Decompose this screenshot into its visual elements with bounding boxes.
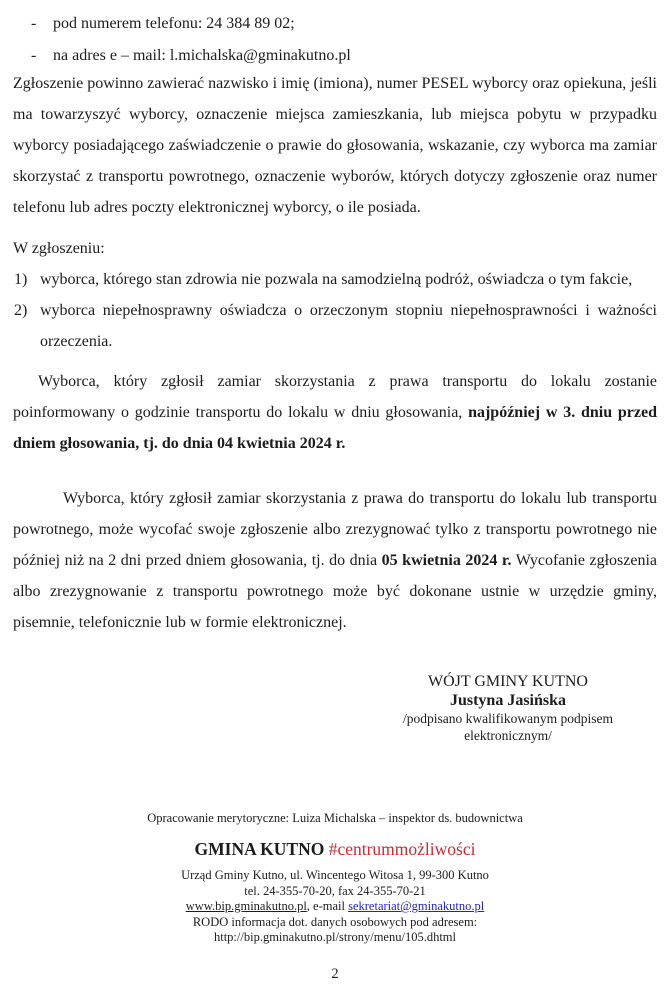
list-number: 1) [14, 271, 28, 288]
footer-hashtag: #centrummożliwości [328, 839, 476, 859]
contact-phone-item [13, 8, 657, 40]
contact-method-list [13, 8, 657, 72]
list-item-2 [13, 295, 657, 357]
transport-info-normal-text: Wyborca, który zgłosił zamiar skorzystania z prawa transportu do lokalu zostanie poinformowany o godzinie transportu do lokalu w dniu głosowania, [13, 373, 657, 421]
footer-website-link[interactable]: www.bip.gminakutno.pl [185, 899, 307, 913]
footer-prepared-by: Opracowanie merytoryczne: Luiza Michalska – inspektor ds. budownictwa [147, 811, 523, 825]
list-item-1 [13, 264, 657, 295]
page-number: 2 [331, 966, 339, 982]
signature-name: Justyna Jasińska [449, 692, 567, 709]
list-item-1-text: wyborca, którego stan zdrowia nie pozwala na samodzielną podróż, oświadcza o tym fakcie, [40, 271, 633, 288]
declaration-numbered-list [13, 264, 657, 357]
list-item-2-text: wyborca niepełnosprawny oświadcza o orzeczonym stopniu niepełnosprawności i ważności orzeczenia. [40, 302, 657, 350]
paragraph-transport-info [13, 366, 657, 459]
withdrawal-text-part2: Wycofanie zgłoszenia albo zrezygnowanie z transportu powrotnego może być dokonane ustnie w urzędzie gminy, pisemnie, telefonicznie lub w formie elektronicznej. [13, 552, 657, 631]
paragraph-zgloszenie-requirements: Zgłoszenie powinno zawierać nazwisko i imię (imiona), numer PESEL wyborcy oraz opiekuna, jeśli ma towarzyszyć wyborcy, oznaczenie miejsca zamieszkania, lub miejsca pobytu w przypadku wyborcy posiadającego zaświadczenie o prawie do głosowania, wskazanie, czy wyborca ma zamiar skorzystać z transportu powrotnego, oznaczenie wyborów, których dotyczy zgłoszenie oraz numer telefonu lub adres poczty elektronicznej wyborcy, o ile posiada. [13, 75, 657, 216]
signature-title: WÓJT GMINY KUTNO [428, 673, 588, 690]
footer-phone-line: tel. 24-355-70-20, fax 24-355-70-21 [244, 883, 426, 898]
footer-links-separator: , e-mail [306, 899, 349, 913]
withdrawal-text-part1: Wyborca, który zgłosił zamiar skorzystania z prawa do transportu do lokalu lub transportu powrotnego, może wycofać swoje zgłoszenie albo zrezygnować tylko z transportu powrotnego nie później niż na 2 dni przed dniem głosowania, tj. do dnia [13, 490, 657, 569]
withdrawal-deadline-date-bold: 05 kwietnia 2024 r. [381, 552, 512, 569]
list-number: 2) [14, 302, 28, 319]
footer-email-link[interactable]: sekretariat@gminakutno.pl [348, 899, 485, 913]
paragraph-withdrawal [13, 483, 657, 638]
footer-rodo-line: RODO informacja dot. danych osobowych pod adresem: [192, 914, 478, 929]
footer-rodo-url: http://bip.gminakutno.pl/strony/menu/105.dhtml [213, 930, 456, 944]
footer-brand-line [13, 838, 657, 860]
signature-block [358, 672, 658, 744]
dash-bullet: - [31, 47, 37, 64]
footer-address-block [13, 868, 657, 946]
footer-address-line: Urząd Gminy Kutno, ul. Wincentego Witosa 1, 99-300 Kutno [181, 868, 489, 882]
contact-email-text: na adres e – mail: l.michalska@gminakutno.pl [53, 47, 351, 64]
footer-brand-name: GMINA KUTNO [194, 839, 325, 859]
w-zgloszeniu-heading: W zgłoszeniu: [13, 240, 105, 257]
footer [13, 810, 657, 946]
dash-bullet: - [31, 15, 37, 32]
transport-info-deadline-bold: najpóźniej w 3. dniu przed dniem głosowania, tj. do dnia 04 kwietnia 2024 r. [13, 404, 657, 452]
signature-electronic-note: /podpisano kwalifikowanym podpisem elektronicznym/ [403, 711, 613, 743]
contact-phone-text: pod numerem telefonu: 24 384 89 02; [53, 15, 295, 32]
footer-links-line [13, 899, 657, 915]
